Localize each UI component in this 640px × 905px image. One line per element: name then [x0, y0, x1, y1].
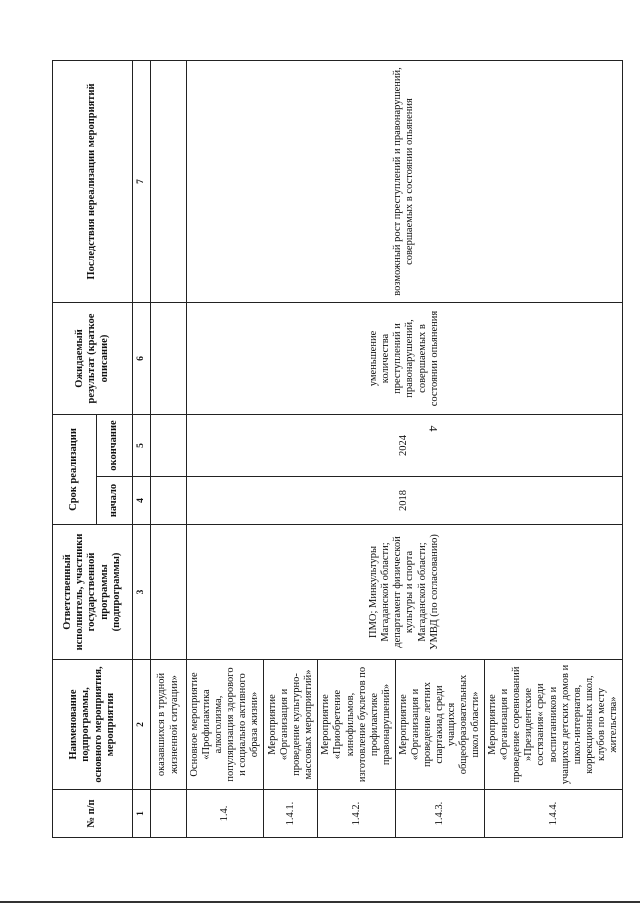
header-consequences: Последствия нереализации мероприятий [53, 61, 133, 303]
row-num: 1.4.3. [395, 790, 484, 838]
row-num: 1.4.1. [264, 790, 318, 838]
col-number: 7 [133, 61, 151, 303]
row-consequences [151, 61, 187, 303]
row-name: Мероприятие «Организация и проведение культурно-массовых мероприятий» [264, 660, 318, 790]
bottom-rule [0, 901, 640, 903]
row-start [151, 477, 187, 525]
page-number: 4 [426, 425, 441, 432]
header-executor: Ответственный исполнитель, участники государственной программы (подпрограммы) [53, 525, 133, 660]
col-number: 5 [133, 415, 151, 477]
table-row [187, 61, 264, 838]
measures-table [52, 60, 623, 838]
header-period: Срок реализации [53, 415, 97, 525]
header-num: № п/п [53, 790, 133, 838]
merged-result: уменьшение количества преступлений и правонарушений, совершаемых в состоянии опьянения [187, 303, 623, 415]
col-number: 6 [133, 303, 151, 415]
row-num [151, 790, 187, 838]
merged-end: 2024 [187, 415, 623, 477]
row-executor [151, 525, 187, 660]
col-number: 2 [133, 660, 151, 790]
merged-consequences: возможный рост преступлений и правонарушений, совершаемых в состоянии опьянения [187, 61, 623, 303]
row-end [151, 415, 187, 477]
row-num: 1.4.4. [485, 790, 623, 838]
col-number: 3 [133, 525, 151, 660]
header-result: Ожидаемый результат (краткое описание) [53, 303, 133, 415]
col-number: 4 [133, 477, 151, 525]
row-name: Мероприятие «Приобретение кинофильмов, изготовление буклетов по профилактике правонарушений» [318, 660, 395, 790]
row-name: Основное мероприятие «Профилактика алкоголизма, популяризация здорового и социально активного образа жизни» [187, 660, 264, 790]
row-result [151, 303, 187, 415]
header-end: окончание [97, 415, 133, 477]
col-number: 1 [133, 790, 151, 838]
row-num: 1.4.2. [318, 790, 395, 838]
row-name: Мероприятие «Организация и проведение соревнований »Президентские состязания« среди воспитанников и учащихся детских домов и школ-интернатов, коррекционных школ, клубов по месту жительства» [485, 660, 623, 790]
header-name: Наименование подпрограммы, основного мероприятия, мероприятия [53, 660, 133, 790]
header-start: начало [97, 477, 133, 525]
rotated-table-wrapper [52, 61, 619, 838]
row-name: Мероприятие «Организация и проведение летних спартакиад среди учащихся общеобразовательных школ области» [395, 660, 484, 790]
row-name: оказавшихся в трудной жизненной ситуации» [151, 660, 187, 790]
merged-executor: ПМО; Минкультуры Магаданской области; департамент физической культуры и спорта Магаданской области; УМВД (по согласованию) [187, 525, 623, 660]
row-num: 1.4. [187, 790, 264, 838]
merged-start: 2018 [187, 477, 623, 525]
table-row [151, 61, 187, 838]
